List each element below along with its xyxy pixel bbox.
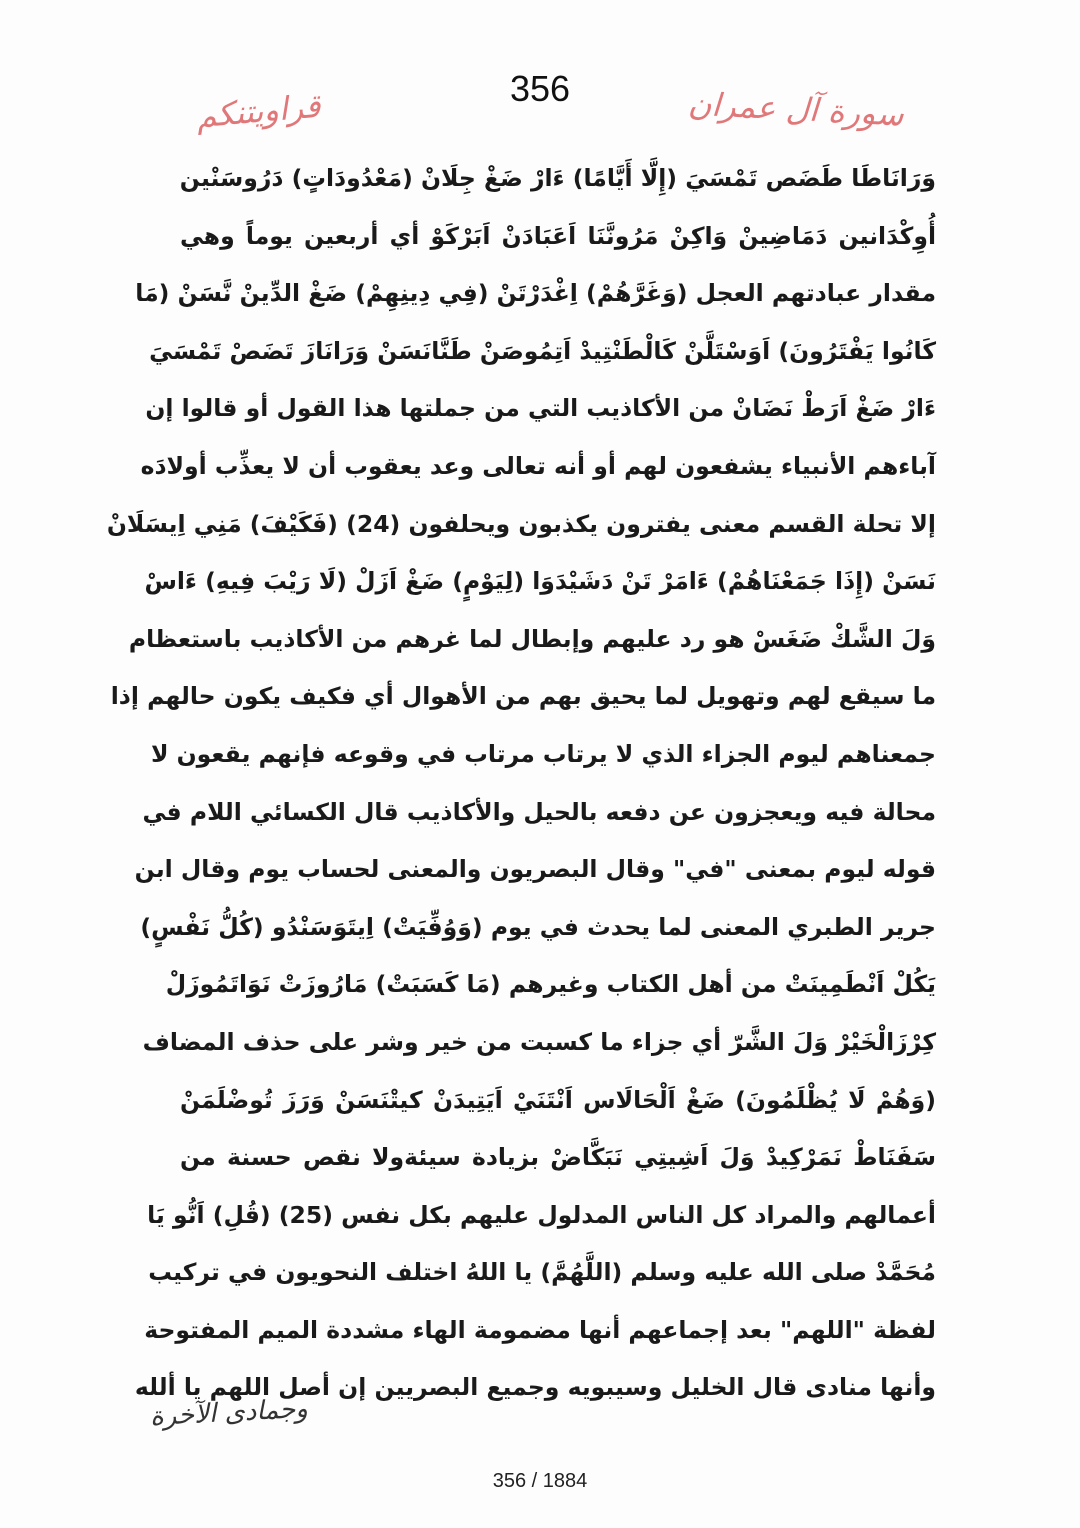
text-line: محالة فيه ويعجزون عن دفعه بالحيل والأكاذيب قال الكسائي اللام في [142,797,936,826]
text-line: جرير الطبري المعنى لما يحدث في يوم (وَوُفِّيَتْ) اِيتَوَسَنْدُو (كُلُّ نَفْسٍ) [140,912,936,941]
text-line: يَكُلْ اَنْطَمِينَتْ من أهل الكتاب وغيرهم (مَا كَسَبَتْ) مَارُوزَتْ نَوَاتَمُوزَلْ [165,970,936,999]
text-line: جمعناهم ليوم الجزاء الذي لا يرتاب مرتاب في وقوعه فإنهم يقعون لا [150,739,936,768]
text-line: وَرَانَاطَا طَضَص تَمْسَيَ (إِلَّا أَيَّامًا) ءَارْ ضَغْ جِلَانْ (مَعْدُودَاتٍ) دَرُوسَنْين [179,164,936,192]
text-line: نَسَنْ (إِذَا جَمَعْنَاهُمْ) ءَامَرْ تَنْ دَشَيْدَوَا (لِيَوْمٍ) ضَغْ اَزَلْ (لَا رَيْبَ فِيهِ) ءَاسْ [144,567,936,596]
text-line: وأنها منادى قال الخليل وسيبويه وجميع البصريين إن أصل اللهم يا ألله [134,1373,936,1402]
page-number: 356 [509,68,571,109]
text-line: مُحَمَّدْ صلى الله عليه وسلم (اللَّهُمَّ) يا اللهُ اختلف النحويون في تركيب [148,1258,936,1287]
text-line: ءَارْ ضَغْ اَرَطْ نَضَانْ من الأكاذيب التي من جملتها هذا القول أو قالوا إن [145,394,936,423]
handwritten-note-left: قراويتنكم [194,86,322,136]
text-line: قوله ليوم بمعنى "في" وقال البصريون والمعنى لحساب يوم وقال ابن [134,855,936,884]
text-line: ما سيقع لهم وتهويل لما يحيق بهم من الأهوال أي فكيف يكون حالهم إذا [110,682,936,711]
footer-page-counter: 356 / 1884 [492,1470,588,1492]
text-line: آباءهم الأنبياء يشفعون لهم أو أنه تعالى وعد يعقوب أن لا يعذِّب أولادَه [140,451,936,480]
text-line: (وَهُمْ لَا يُظْلَمُونَ) ضَغْ اَلْحَالَاس اَنْتَنَيْ اَيَتِيدَنْ كيتْنَسَنْ وَرَزَ تُوضْلَمَنْ [180,1085,936,1114]
handwritten-signature: وجمادى الآخرة [149,1393,309,1433]
text-line: مقدار عبادتهم العجل (وَغَرَّهُمْ) اِغْدَرْتَنْ (فِي دِينِهِمْ) ضَغْ الدِّينْ نَّسَنْ (مَا [135,279,936,308]
text-line: سَفَنَاطْ نَمَرْكِيدْ وَلَ اَشِيتِي نَبَكَّاضْ بزيادة سيئةولا نقص حسنة من [180,1143,936,1172]
handwritten-note-right: سورة آل عمران [687,84,905,134]
text-line: كَانُوا يَفْتَرُونَ) اَوَسْتَلَّنْ كَالْطَنْتِيدْ اَتِمُوصَنْ طَنَّانَسَنْ وَرَانَازَ تَضَصْ تَمْسَيَ [149,336,936,365]
text-line: كِرْزَالْخَيْرْ وَلَ الشَّرّ أي جزاء ما كسبت من خير وشر على حذف المضاف [142,1027,936,1056]
text-line: لفظة "اللهم" بعد إجماعهم أنها مضمومة الهاء مشددة الميم المفتوحة [144,1315,936,1344]
text-line: وَلَ الشَّكْ ضَغَسْ هو رد عليهم وإبطال لما غرهم من الأكاذيب باستعظام [128,624,936,653]
text-line: أُوِكْدَانين دَمَاضِينْ وَاكِنْ مَرُونَّنَا اَعَبَادَنْ اَبَرْكَوْ أي أربعين يوماً وهي [180,221,936,250]
text-line: أعمالهم والمراد كل الناس المدلول عليهم بكل نفس (25) (قُلِ) اَنُّو يَا [147,1200,936,1229]
text-line: إلا تحلة القسم معنى يفترون يكذبون ويحلفون (24) (فَكَيْفَ) مَنِي اِيسَلَانْ [106,509,936,538]
